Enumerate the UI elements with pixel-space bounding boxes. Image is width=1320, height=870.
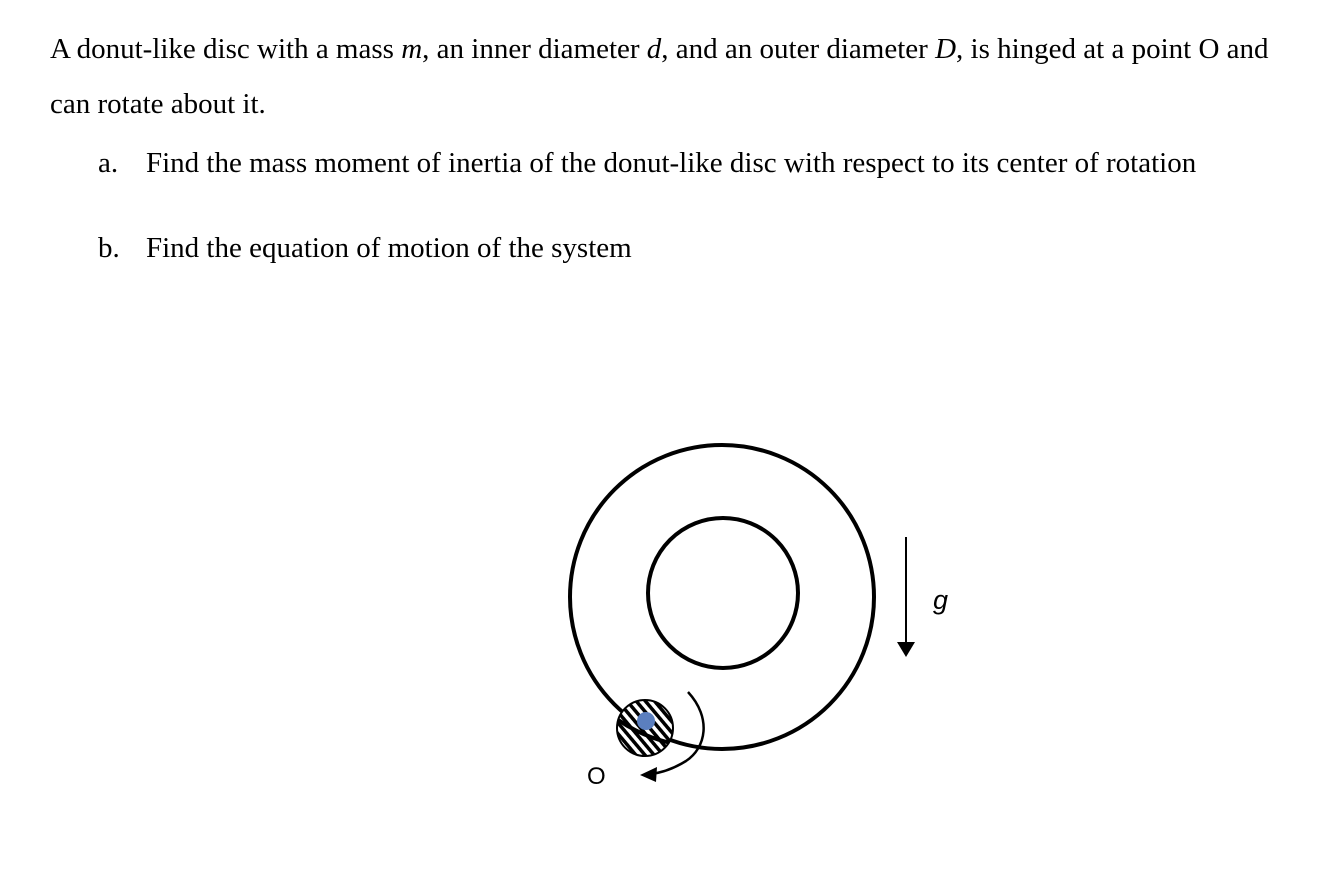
question-b-text: Find the equation of motion of the system (146, 232, 632, 264)
question-a-marker: a. (98, 147, 119, 179)
outer-circle (570, 445, 874, 749)
inner-circle (648, 518, 798, 668)
intro-text-1: A donut-like disc with a mass (50, 33, 402, 65)
question-b-marker: b. (98, 232, 120, 264)
intro-text-2: , an inner diameter (422, 33, 647, 65)
gravity-label: g (933, 585, 949, 615)
intro-text-3: , and an outer diameter (661, 33, 936, 65)
outer-diameter-symbol: D (935, 33, 957, 65)
mass-symbol: m (401, 33, 423, 65)
intro-text-4: , is hinged at a point O and can rotate about it. (50, 33, 1269, 120)
pivot-point (637, 712, 655, 730)
pivot-label: O (587, 763, 606, 790)
question-a-text: Find the mass moment of inertia of the donut-like disc with respect to its center of rotation (146, 147, 1197, 179)
gravity-arrowhead (897, 642, 915, 657)
inner-diameter-symbol: d (646, 33, 662, 65)
rotation-arrowhead (640, 767, 657, 782)
